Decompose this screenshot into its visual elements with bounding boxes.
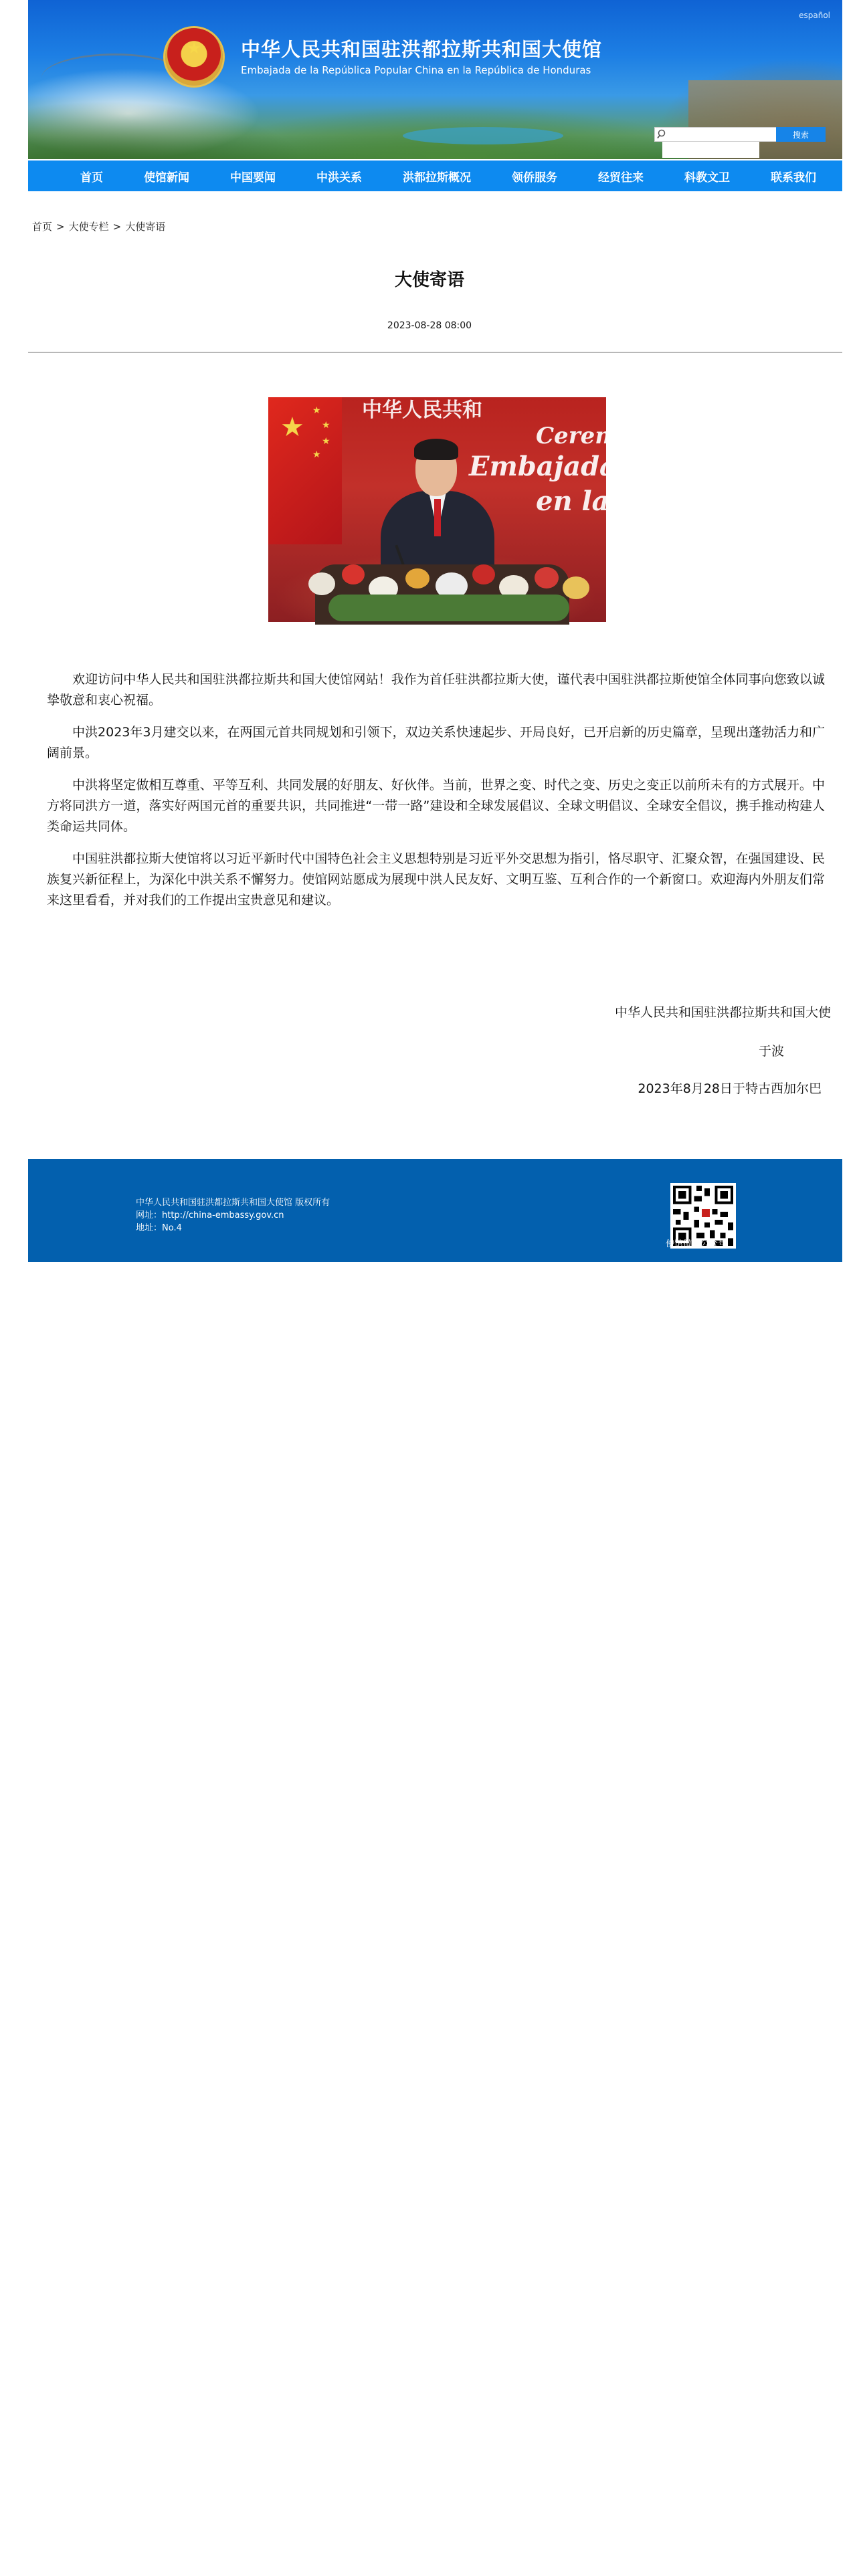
footer-address: 地址：No.4 [136,1223,182,1233]
nav-item-trade[interactable]: 经贸往来 [598,171,644,185]
nav-item-bilateral-relations[interactable]: 中洪关系 [316,171,362,185]
search-backdrop [662,140,759,158]
language-switch-link[interactable]: español [799,11,830,20]
breadcrumb-home[interactable]: 首页 [32,221,53,233]
search-icon [656,128,668,140]
article-body [47,669,825,922]
footer-website: 网址：http://china-embassy.gov.cn [136,1210,284,1220]
signoff-organization: 中华人民共和国驻洪都拉斯共和国大使 [614,1005,831,1020]
article-paragraph: 欢迎访问中华人民共和国驻洪都拉斯共和国大使馆网站！我作为首任驻洪都拉斯大使，谨代表中国驻洪都拉斯使馆全体同事向您致以诚挚敬意和衷心祝福。 [47,672,825,708]
search-input[interactable] [670,128,770,140]
flag-star-icon: ★ [312,449,321,460]
nav-item-consular-services[interactable]: 领侨服务 [512,171,557,185]
chinese-flag [268,397,342,544]
breadcrumb-separator: > [56,221,65,233]
breadcrumb-current: 大使寄语 [125,221,166,233]
title-divider [28,352,842,353]
breadcrumb-ambassador-column[interactable]: 大使专栏 [68,221,109,233]
flower [472,564,495,584]
main-nav [28,160,842,191]
nav-item-honduras-overview[interactable]: 洪都拉斯概况 [403,171,471,185]
ambassador-photo [268,397,634,622]
nav-item-culture-education[interactable]: 科教文卫 [684,171,730,185]
qr-code-label: 使馆微信公众号 [666,1239,727,1249]
backdrop-text: 中华人民共和 [362,399,482,422]
site-title: 中华人民共和国驻洪都拉斯共和国大使馆 [241,38,603,61]
backdrop-text: en la [536,486,609,517]
breadcrumb-separator: > [112,221,122,233]
speaker-tie [434,499,441,536]
flower [342,564,365,584]
flower [405,568,430,588]
speaker-hair [414,439,458,460]
site-subtitle: Embajada de la República Popular China en la República de Honduras [241,64,591,76]
search-button[interactable]: 搜索 [776,127,826,142]
footer-copyright: 中华人民共和国驻洪都拉斯共和国大使馆 版权所有 [136,1198,330,1208]
flag-star-icon: ★ [322,436,330,447]
nav-item-home[interactable]: 首页 [80,171,103,185]
page-title: 大使寄语 [394,270,464,290]
signoff-date-place: 2023年8月28日于特古西加尔巴 [638,1081,822,1096]
flower [563,576,589,599]
breadcrumb [32,219,846,233]
foliage [328,595,569,621]
nav-item-contact[interactable]: 联系我们 [771,171,816,185]
header-banner [28,0,842,159]
backdrop-text: Embajada [469,451,617,482]
signoff-name: 于波 [758,1044,784,1059]
nav-item-embassy-news[interactable]: 使馆新闻 [144,171,189,185]
article-paragraph: 中国驻洪都拉斯大使馆将以习近平新时代中国特色社会主义思想特别是习近平外交思想为指引，恪尽职守、汇聚众智，在强国建设、民族复兴新征程上，为深化中洪关系不懈努力。使馆网站愿成为展现中洪人民友好、文明互鉴、互利合作的一个新窗口。欢迎海内外朋友们常来这里看看，并对我们的工作提出宝贵意见和建议。 [47,851,825,907]
flower [535,567,559,588]
publish-date: 2023-08-28 08:00 [387,320,472,331]
flower [308,572,335,595]
flag-star-icon: ★ [312,405,321,416]
flag-star-icon: ★ [322,420,330,431]
nav-item-china-news[interactable]: 中国要闻 [230,171,276,185]
article-paragraph: 中洪2023年3月建交以来，在两国元首共同规划和引领下，双边关系快速起步、开局良好，已开启新的历史篇章，呈现出蓬勃活力和广阔前景。 [47,725,825,760]
backdrop-text: Ceremo [536,423,634,449]
flag-star-icon: ★ [280,412,304,443]
search-box[interactable] [654,127,777,142]
national-emblem-icon: ★ [165,28,223,86]
article-paragraph: 中洪将坚定做相互尊重、平等互利、共同发展的好朋友、好伙伴。当前，世界之变、时代之变、历史之变正以前所未有的方式展开。中方将同洪方一道，落实好两国元首的重要共识，共同推进“一带一路”建设和全球发展倡议、全球文明倡议、全球安全倡议，携手推动构建人类命运共同体。 [47,778,825,834]
footer-info [136,1196,330,1235]
lake-scenery [403,127,563,144]
footer [28,1159,842,1262]
